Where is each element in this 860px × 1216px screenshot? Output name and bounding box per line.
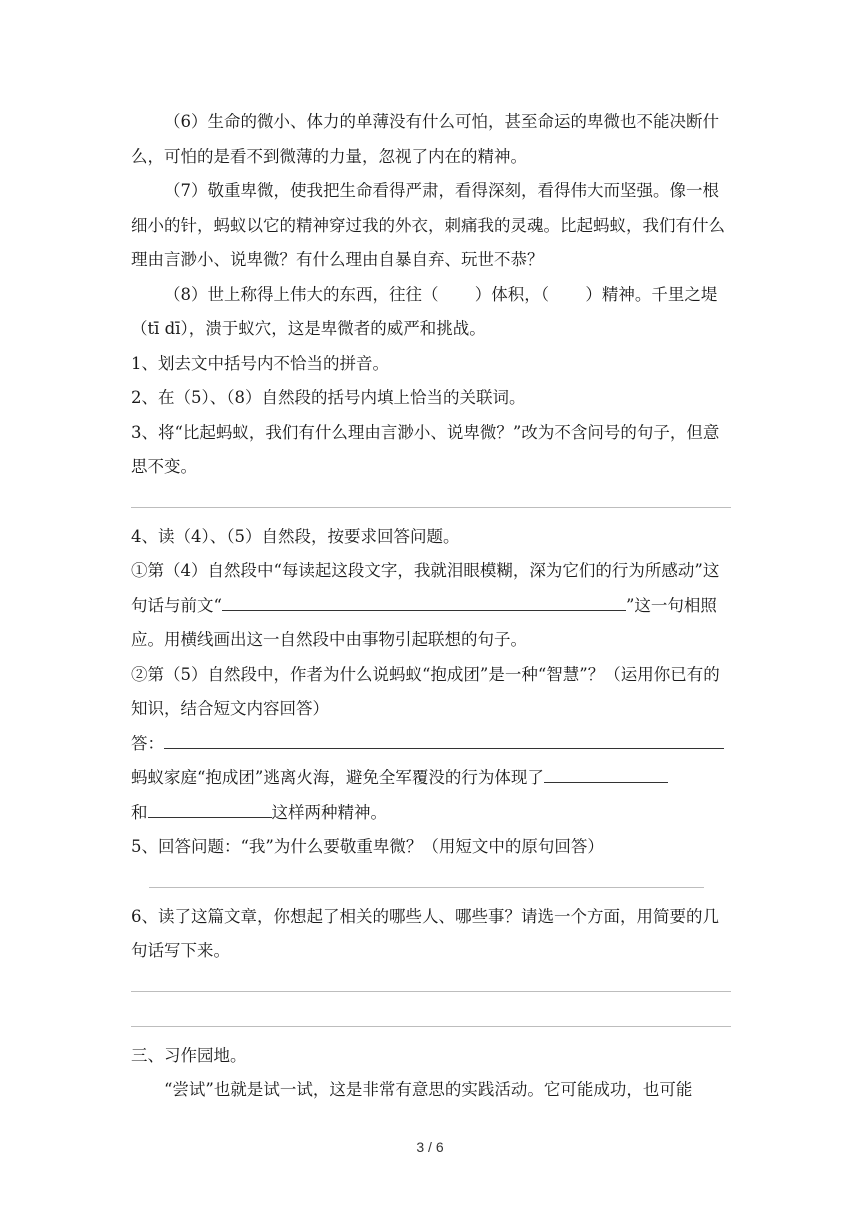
question-4-3-part-b: 和 xyxy=(131,802,148,822)
answer-label: 答： xyxy=(131,733,164,753)
paragraph-7: （7）敬重卑微，使我把生命看得严肃，看得深刻，看得伟大而坚强。像一根细小的针，蚂蚁以它的精神穿过我的外衣，刺痛我的灵魂。比起蚂蚁，我们有什么理由言渺小、说卑微？有什么理由自暴自弃、玩世不恭？ xyxy=(131,181,725,269)
answer-line-q4-2[interactable] xyxy=(164,730,724,748)
blank-q4-3-1[interactable] xyxy=(544,765,668,783)
paragraph-8-part-a: （8）世上称得上伟大的东西，往往（ xyxy=(164,284,439,304)
answer-row-q4-2 xyxy=(131,727,731,762)
section-3-heading: 三、习作园地。 xyxy=(131,1045,247,1065)
page-content xyxy=(131,105,731,1108)
question-4-3 xyxy=(131,761,731,830)
answer-line-q3[interactable] xyxy=(131,485,731,508)
paragraph-8-part-b: ）体积，（ xyxy=(474,284,550,304)
question-5: 5、回答问题：“我”为什么要敬重卑微？（用短文中的原句回答） xyxy=(131,837,604,856)
question-4-2: ②第（5）自然段中，作者为什么说蚂蚁“抱成团”是一种“智慧”？（运用你已有的知识，结合短文内容回答） xyxy=(131,664,720,718)
paragraph-8 xyxy=(131,278,731,347)
paragraph-6: （6）生命的微小、体力的单薄没有什么可怕，甚至命运的卑微也不能决断什么，可怕的是看不到微薄的力量，忽视了内在的精神。 xyxy=(131,112,719,166)
question-4-1-part-b: ”这一句相照应。用横线画出这一自然段中由事物引起联想的句子。 xyxy=(131,595,717,649)
question-4: 4、读（4）、（5）自然段，按要求回答问题。 xyxy=(131,526,460,546)
question-4-1 xyxy=(131,554,731,658)
blank-q4-1[interactable] xyxy=(222,592,626,610)
question-3: 3、将“比起蚂蚁，我们有什么理由言渺小、说卑微？”改为不含问号的句子，但意思不变。 xyxy=(131,422,720,476)
question-1: 1、划去文中括号内不恰当的拼音。 xyxy=(131,353,389,373)
answer-line-q6-1[interactable] xyxy=(131,969,731,992)
question-2: 2、在（5）、（8）自然段的括号内填上恰当的关联词。 xyxy=(131,388,526,407)
answer-line-q6-2[interactable] xyxy=(131,1004,731,1027)
section-3-intro: “尝试”也就是试一试，这是非常有意思的实践活动。它可能成功，也可能 xyxy=(164,1080,693,1099)
question-4-3-part-c: 这样两种精神。 xyxy=(271,802,387,822)
page-number: 3 / 6 xyxy=(416,1139,444,1155)
question-4-1-part-a: ①第（4）自然段中“每读起这段文字，我就泪眼模糊，深为它们的行为所感动”这句话与前文“ xyxy=(131,561,720,615)
question-4-3-part-a: 蚂蚁家庭“抱成团”逃离火海，避免全军覆没的行为体现了 xyxy=(131,768,544,787)
blank-q4-3-2[interactable] xyxy=(148,799,272,817)
answer-line-q5[interactable] xyxy=(149,865,704,888)
question-6: 6、读了这篇文章，你想起了相关的哪些人、哪些事？请选一个方面，用简要的几句话写下来。 xyxy=(131,906,719,960)
paragraph-8-part-c: ）精神。千里之堤（tī dī），溃于蚁穴，这是卑微者的威严和挑战。 xyxy=(131,284,718,338)
